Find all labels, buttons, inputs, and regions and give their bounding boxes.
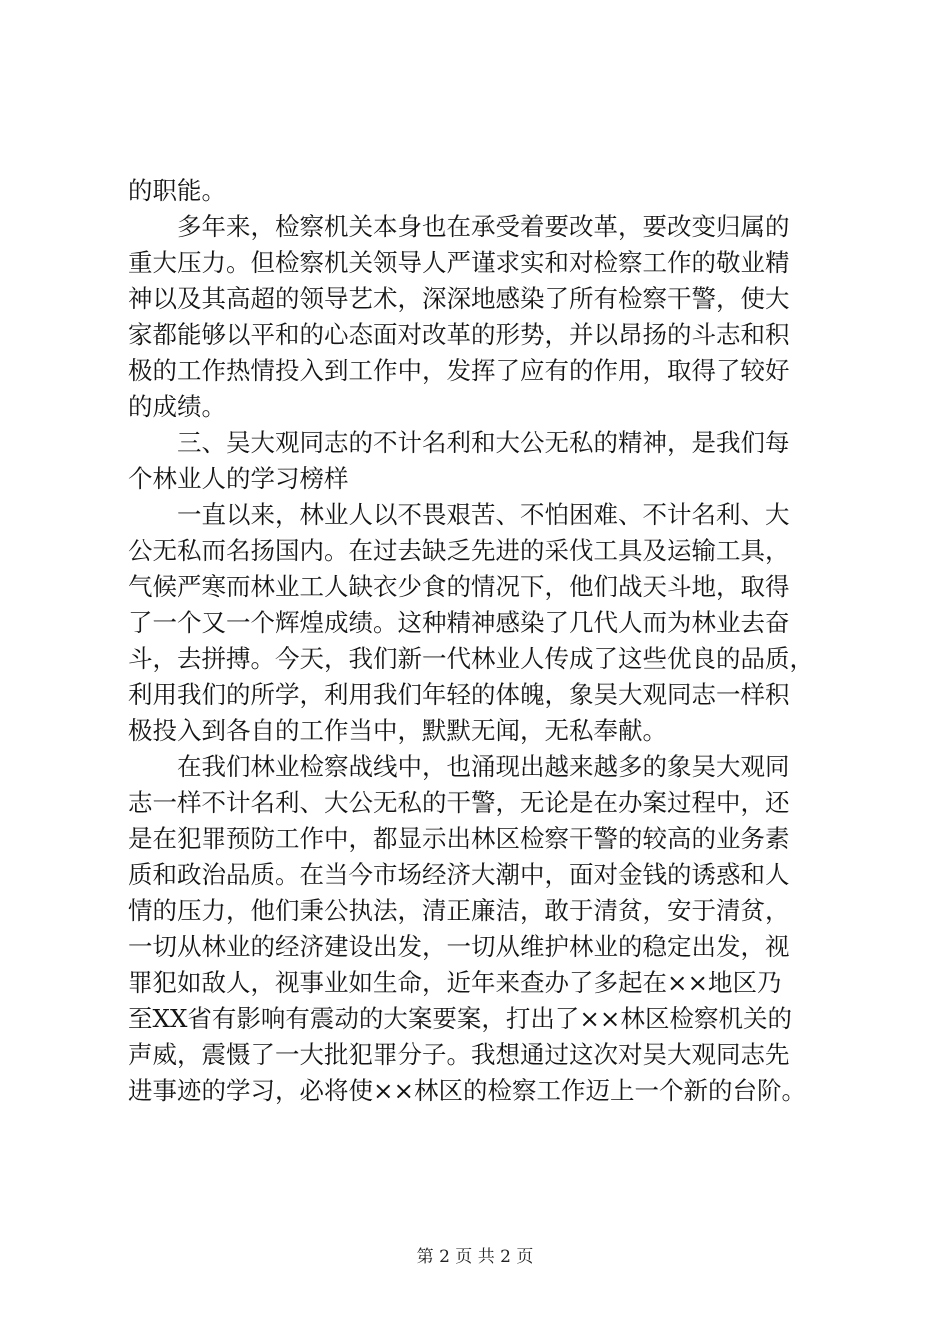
section-heading-line: 个林业人的学习榜样	[128, 464, 349, 493]
text-line: 利用我们的所学，利用我们年轻的体魄，象吴大观同志一样积	[128, 680, 790, 709]
section-heading-line: 三、吴大观同志的不计名利和大公无私的精神，是我们每	[128, 428, 790, 457]
text-line: 斗，去拼搏。今天，我们新一代林业人传成了这些优良的品质，	[128, 644, 814, 673]
body-text	[128, 173, 828, 1109]
text-line: 进事迹的学习，必将使××林区的检察工作迈上一个新的台阶。	[128, 1076, 807, 1105]
text-line: 罪犯如敌人，视事业如生命，近年来查办了多起在××地区乃	[128, 968, 782, 997]
text-line: 的成绩。	[128, 392, 226, 421]
text-line: 志一样不计名利、大公无私的干警，无论是在办案过程中，还	[128, 788, 790, 817]
text-line: 一直以来，林业人以不畏艰苦、不怕困难、不计名利、大	[128, 500, 790, 529]
text-line: 重大压力。但检察机关领导人严谨求实和对检察工作的敬业精	[128, 248, 790, 277]
text-line: 多年来，检察机关本身也在承受着要改革，要改变归属的	[128, 212, 790, 241]
text-line: 极的工作热情投入到工作中，发挥了应有的作用，取得了较好	[128, 356, 790, 385]
text-line: 神以及其高超的领导艺术，深深地感染了所有检察干警，使大	[128, 284, 790, 313]
text-line: 气候严寒而林业工人缺衣少食的情况下，他们战天斗地，取得	[128, 572, 790, 601]
text-line: 至XX省有影响有震动的大案要案，打出了××林区检察机关的	[128, 1004, 792, 1033]
text-line: 家都能够以平和的心态面对改革的形势，并以昂扬的斗志和积	[128, 320, 790, 349]
text-line: 是在犯罪预防工作中，都显示出林区检察干警的较高的业务素	[128, 824, 790, 853]
text-line: 了一个又一个辉煌成绩。这种精神感染了几代人而为林业去奋	[128, 608, 790, 637]
text-line: 情的压力，他们秉公执法，清正廉洁，敢于清贫，安于清贫，	[128, 896, 790, 925]
page-footer	[0, 1245, 950, 1269]
text-line: 在我们林业检察战线中，也涌现出越来越多的象吴大观同	[128, 752, 790, 781]
text-line: 公无私而名扬国内。在过去缺乏先进的采伐工具及运输工具，	[128, 536, 790, 565]
text-line: 声威，震慑了一大批犯罪分子。我想通过这次对吴大观同志先	[128, 1040, 790, 1069]
text-line: 的职能。	[128, 176, 226, 205]
page-number: 第 2 页 共 2 页	[416, 1247, 534, 1267]
text-line: 质和政治品质。在当今市场经济大潮中，面对金钱的诱惑和人	[128, 860, 790, 889]
text-line: 极投入到各自的工作当中，默默无闻，无私奉献。	[128, 716, 667, 745]
text-line: 一切从林业的经济建设出发，一切从维护林业的稳定出发，视	[128, 932, 790, 961]
